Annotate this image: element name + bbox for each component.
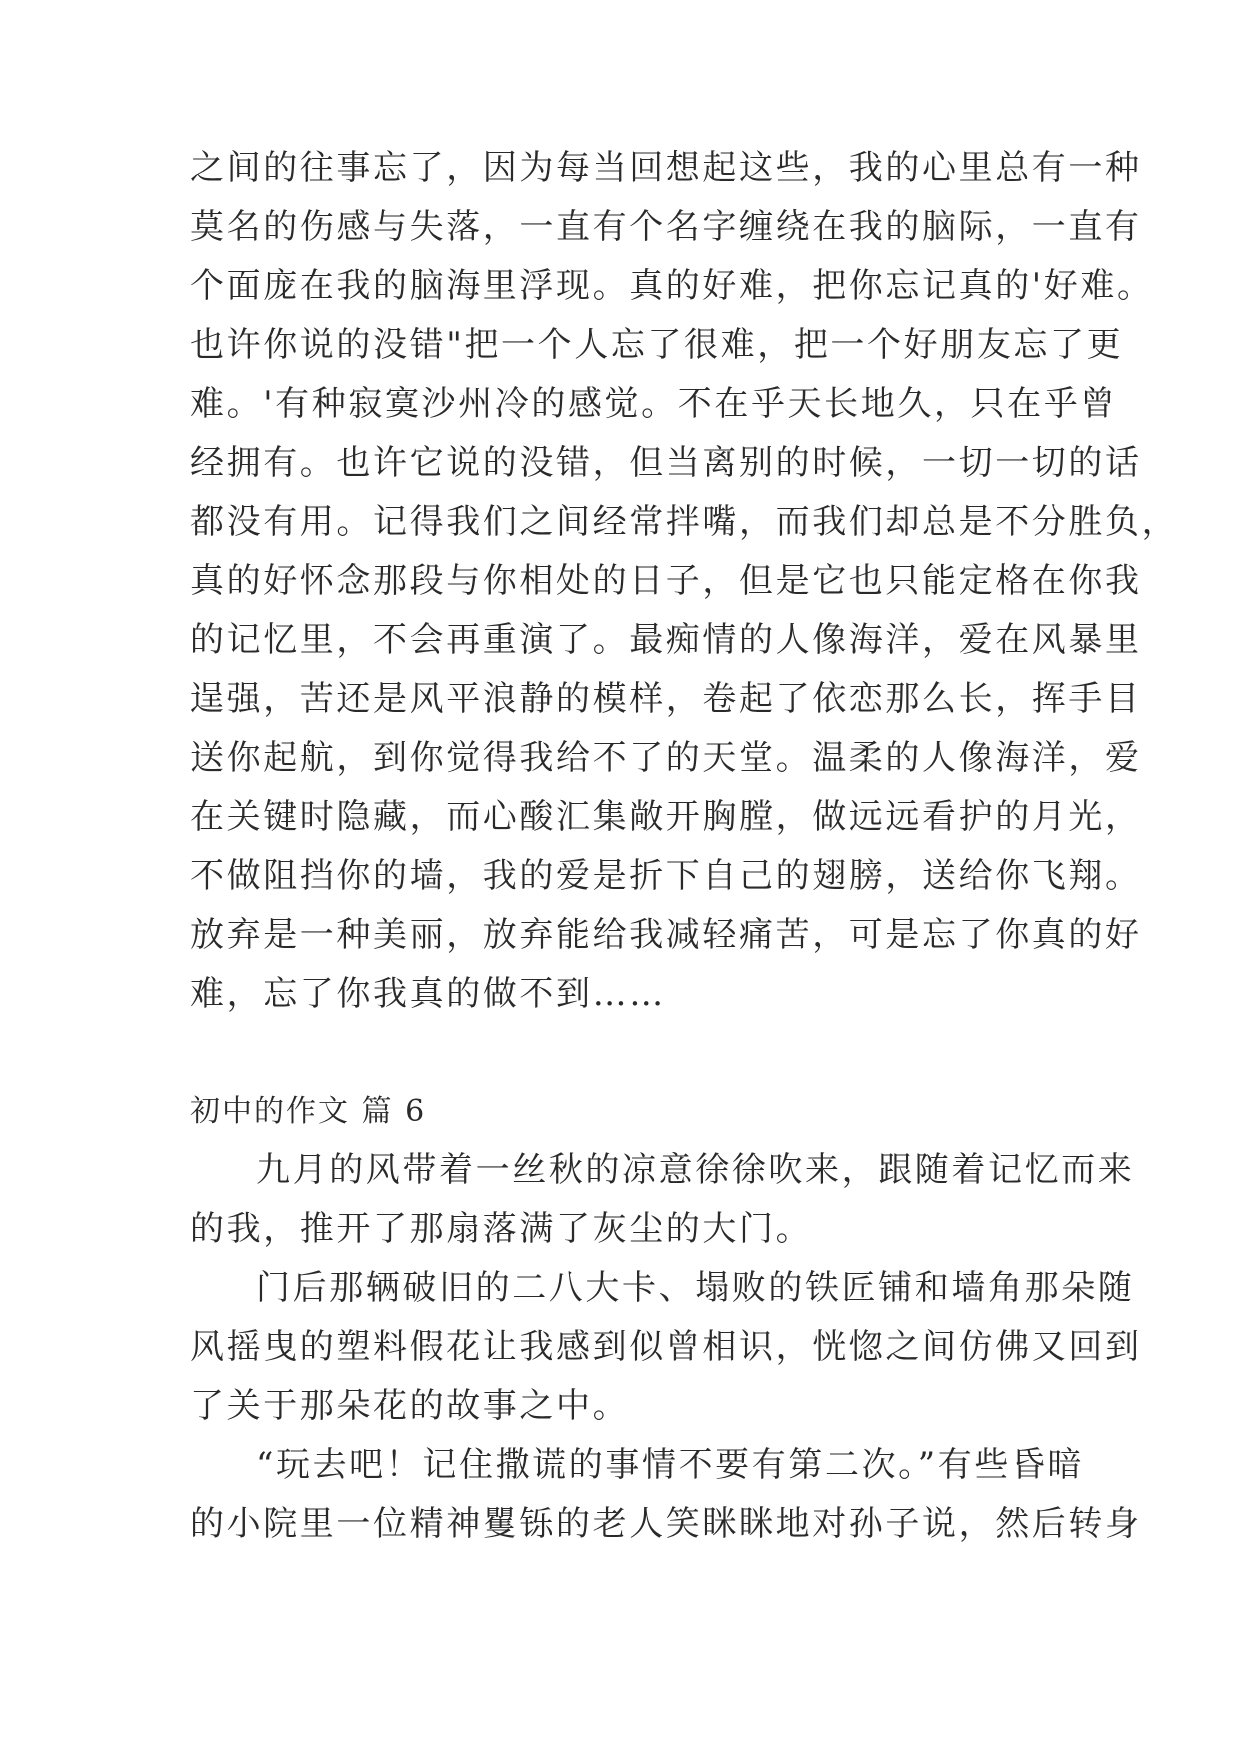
paragraph-line: 逞强，苦还是风平浪静的模样，卷起了依恋那么长，挥手目 [190, 679, 1142, 719]
paragraph-line: 经拥有。也许它说的没错，但当离别的时候，一切一切的话 [190, 443, 1142, 483]
paragraph-line: 不做阻挡你的墙，我的爱是折下自己的翅膀，送给你飞翔。 [190, 856, 1142, 896]
paragraph-line: 难，忘了你我真的做不到…… [190, 974, 666, 1014]
paragraph-line: 送你起航，到你觉得我给不了的天堂。温柔的人像海洋，爱 [190, 738, 1142, 778]
paragraph-line: 放弃是一种美丽，放弃能给我减轻痛苦，可是忘了你真的好 [190, 915, 1142, 955]
paragraph-line: 的我，推开了那扇落满了灰尘的大门。 [190, 1209, 813, 1249]
paragraph-line: 也许你说的没错"把一个人忘了很难，把一个好朋友忘了更 [190, 325, 1124, 365]
section-heading: 初中的作文 篇 6 [190, 1094, 427, 1129]
paragraph-line: 之间的往事忘了，因为每当回想起这些，我的心里总有一种 [190, 148, 1142, 188]
paragraph-line: “玩去吧！记住撒谎的事情不要有第二次。”有些昏暗 [256, 1445, 1085, 1485]
paragraph-line: 的记忆里，不会再重演了。最痴情的人像海洋，爱在风暴里 [190, 620, 1142, 660]
paragraph-line: 莫名的伤感与失落，一直有个名字缠绕在我的脑际，一直有 [190, 207, 1142, 247]
paragraph-line: 了关于那朵花的故事之中。 [190, 1386, 630, 1426]
paragraph-line: 都没有用。记得我们之间经常拌嘴，而我们却总是不分胜负， [190, 502, 1179, 542]
paragraph-line: 风摇曳的塑料假花让我感到似曾相识，恍惚之间仿佛又回到 [190, 1327, 1142, 1367]
paragraph-line: 的小院里一位精神矍铄的老人笑眯眯地对孙子说，然后转身 [190, 1504, 1142, 1544]
paragraph-line: 门后那辆破旧的二八大卡、塌败的铁匠铺和墙角那朵随 [256, 1268, 1135, 1308]
paragraph-line: 九月的风带着一丝秋的凉意徐徐吹来，跟随着记忆而来 [256, 1150, 1135, 1190]
paragraph-line: 在关键时隐藏，而心酸汇集敞开胸膛，做远远看护的月光， [190, 797, 1142, 837]
paragraph-line: 个面庞在我的脑海里浮现。真的好难，把你忘记真的'好难。 [190, 266, 1154, 306]
paragraph-line: 难。'有种寂寞沙州冷的感觉。不在乎天长地久，只在乎曾 [190, 384, 1117, 424]
paragraph-line: 真的好怀念那段与你相处的日子，但是它也只能定格在你我 [190, 561, 1142, 601]
